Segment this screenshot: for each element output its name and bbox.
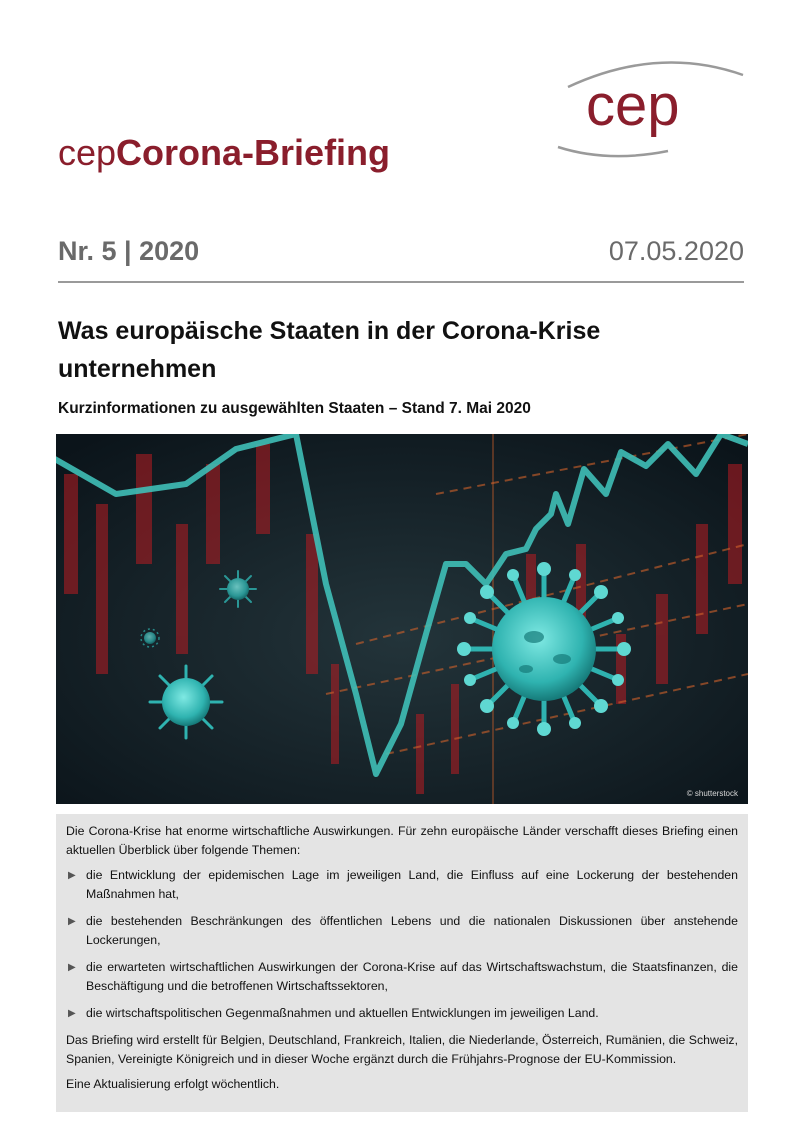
logo-text: cep — [586, 73, 680, 138]
issue-number: Nr. 5 | 2020 — [58, 236, 200, 266]
arrow-right-icon: ▶ — [68, 962, 76, 973]
arrow-right-icon: ▶ — [68, 916, 76, 927]
intro-lead: Die Corona-Krise hat enorme wirtschaftliche Auswirkungen. Für zehn europäische Länder verschafft dieses Briefing einen aktuellen Überblick über folgende Themen: — [66, 824, 738, 857]
brand-title — [58, 132, 390, 174]
list-item: ▶ die bestehenden Beschränkungen des öffentlichen Lebens und die nationalen Diskussionen über anstehende Lockerungen, — [68, 914, 738, 947]
update-note: Eine Aktualisierung erfolgt wöchentlich. — [66, 1077, 280, 1091]
countries-text: Das Briefing wird erstellt für Belgien, Deutschland, Frankreich, Italien, die Niederlande, Österreich, Rumänien, die Schweiz, Spanien, Vereinigte Königreich und in dieser Woche ergänzt durch die Frühjahrs-Prognose der EU-Kommission. — [66, 1033, 738, 1066]
page-title: Was europäische Staaten in der Corona-Krise unternehmen — [58, 317, 601, 383]
header-divider — [58, 281, 744, 283]
topic-list — [66, 866, 738, 1023]
issue-date: 07.05.2020 — [608, 236, 744, 266]
brand-name: Corona-Briefing — [116, 132, 391, 173]
image-credit: © shutterstock — [686, 789, 738, 798]
brand-prefix: cep — [58, 132, 117, 173]
list-item: ▶ die erwarteten wirtschaftlichen Auswirkungen der Corona-Krise auf das Wirtschaftswachstum, die Staatsfinanzen, die Beschäftigung und die betroffenen Wirtschaftssektoren, — [68, 960, 738, 993]
list-item: ▶ die Entwicklung der epidemischen Lage im jeweiligen Land, die Einfluss auf eine Lockerung der bestehenden Maßnahmen hat, — [68, 868, 738, 901]
arrow-right-icon: ▶ — [68, 870, 76, 881]
hero-image — [56, 434, 748, 804]
page-subtitle: Kurzinformationen zu ausgewählten Staaten – Stand 7. Mai 2020 — [58, 400, 531, 417]
list-item: ▶ die wirtschaftspolitischen Gegenmaßnahmen und aktuellen Entwicklungen im jeweiligen Land. — [66, 1004, 738, 1023]
summary-box — [56, 814, 748, 1112]
arrow-right-icon: ▶ — [68, 1008, 76, 1019]
cep-logo — [548, 55, 748, 160]
